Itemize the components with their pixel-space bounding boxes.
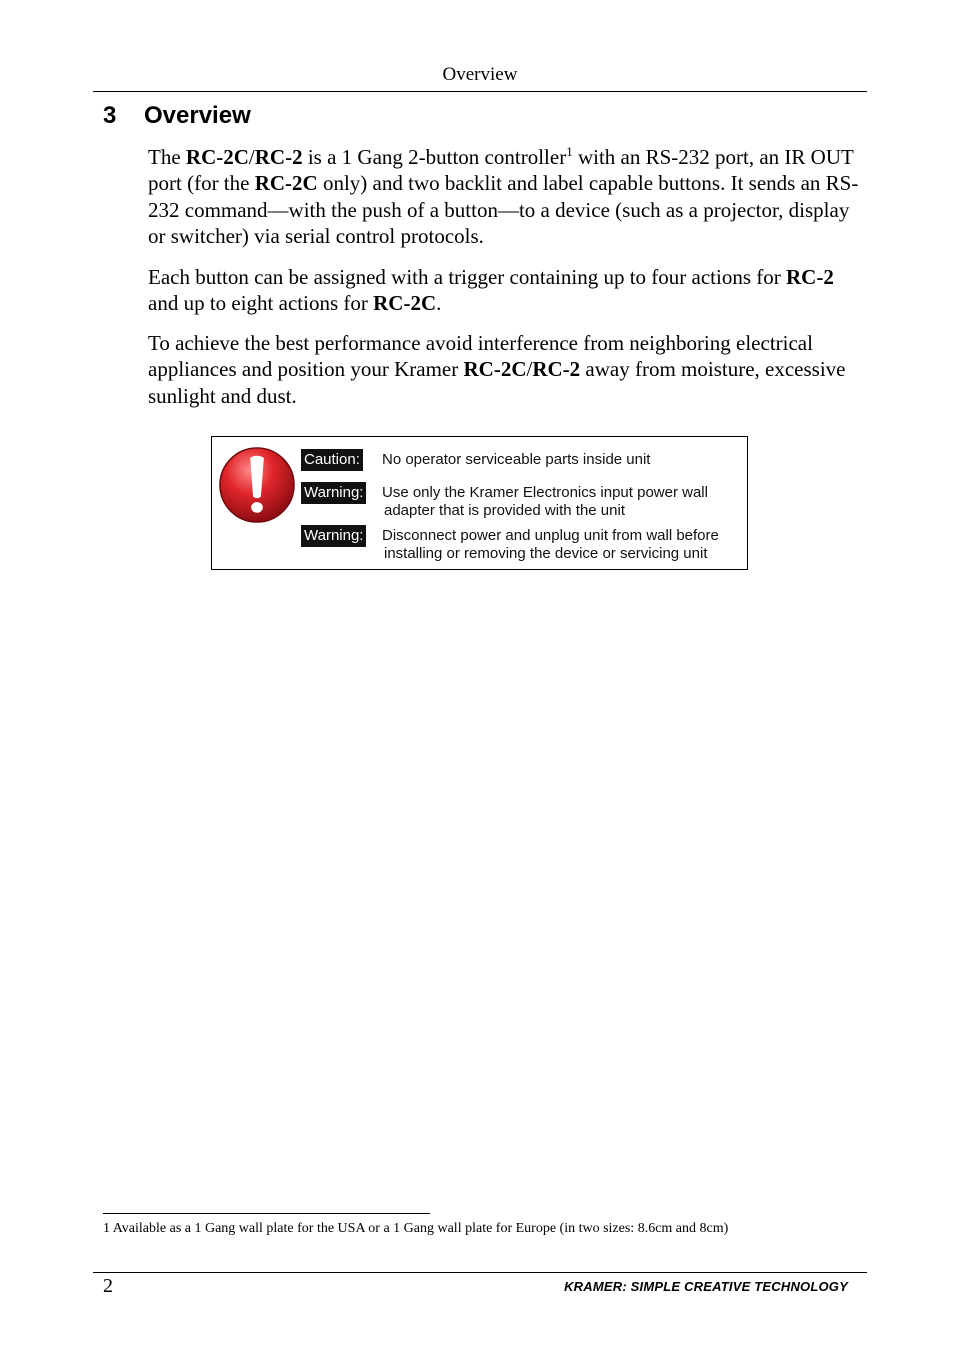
header-rule (93, 91, 867, 92)
paragraph-triggers (148, 264, 860, 317)
text-run: To achieve the best performance avoid interference from neighboring electrical appliances and position your Kramer (148, 331, 813, 382)
text-run: only) and two backlit and label capable buttons. It sends an RS-232 command—with the push of a button—to a device (such as a projector, display or switcher) via serial control protocols. (148, 171, 859, 249)
footnote: 1 Available as a 1 Gang wall plate for the USA or a 1 Gang wall plate for Europe (in two sizes: 8.6cm and 8cm) (103, 1221, 729, 1236)
text-run: and up to eight actions for (148, 291, 374, 316)
warning-text-line: Use only the Kramer Electronics input power wall (382, 484, 708, 501)
product-name: RC-2C (463, 357, 527, 382)
footnote-separator (103, 1213, 430, 1214)
text-run: Each button can be assigned with a trigger containing up to four actions for (148, 265, 786, 289)
warning-label: Warning: (301, 525, 366, 547)
exclamation-icon (218, 445, 296, 525)
caution-text-line: No operator serviceable parts inside unit (382, 451, 651, 468)
section-number: 3 (103, 102, 117, 129)
running-header: Overview (442, 64, 518, 85)
caution-label: Caution: (301, 449, 363, 471)
product-name: RC-2 (786, 265, 834, 289)
warning-text (382, 527, 719, 563)
footnote-reference: 1 (566, 144, 573, 159)
product-name: RC-2 (254, 145, 303, 169)
footer-brand: KRAMER: SIMPLE CREATIVE TECHNOLOGY (564, 1279, 848, 1294)
section-title: Overview (144, 102, 251, 129)
safety-warning-box (211, 436, 748, 570)
paragraph-intro (148, 144, 860, 250)
warning-text-line: adapter that is provided with the unit (384, 502, 625, 519)
product-name: RC-2 (532, 357, 581, 382)
caution-text (382, 451, 650, 469)
paragraph-placement (148, 330, 860, 409)
product-name: RC-2C (185, 145, 249, 169)
footer-rule (93, 1272, 867, 1273)
text-run: / (526, 357, 533, 382)
text-run: / (248, 145, 255, 169)
warning-label: Warning: (301, 482, 366, 504)
page-number: 2 (103, 1275, 113, 1297)
warning-text-line: Disconnect power and unplug unit from wall before (382, 527, 719, 544)
text-run: is a 1 Gang 2-button controller (302, 145, 567, 169)
warning-text (382, 484, 708, 520)
text-run: The (148, 145, 186, 169)
product-name: RC-2C (254, 171, 318, 196)
section-heading (103, 102, 251, 130)
text-run: with an RS-232 port, an IR OUT port (for the (148, 145, 854, 196)
product-name: RC-2C (373, 291, 437, 316)
text-run: away from moisture, excessive sunlight and dust. (148, 357, 846, 408)
warning-text-line: installing or removing the device or servicing unit (384, 545, 708, 562)
text-run: . (436, 291, 442, 316)
